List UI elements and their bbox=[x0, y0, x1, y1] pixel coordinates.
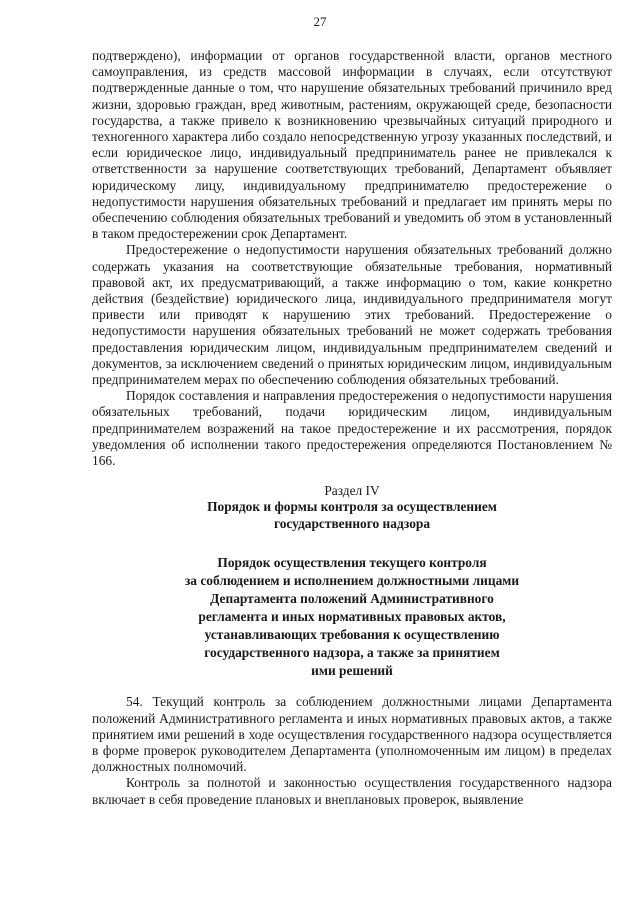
section-title-line-1: Порядок и формы контроля за осуществлением bbox=[207, 499, 497, 515]
subsection-title-line: ими решений bbox=[311, 663, 393, 679]
paragraph-control-scope: Контроль за полнотой и законностью осуществления государственного надзора включает в себя проведение плановых и внеплановых проверок, выявление bbox=[92, 775, 612, 807]
document-body bbox=[92, 48, 612, 808]
subsection-title-line: регламента и иных нормативных правовых актов, bbox=[198, 609, 506, 625]
page-number: 27 bbox=[313, 14, 327, 29]
paragraph-warning-procedure: Порядок составления и направления предостережения о недопустимости нарушения обязательных требований, подачи юридическим лицом, индивидуальным предпринимателем возражений на такое предостережение и их рассмотрения, порядок уведомления об исполнении такого предостережения определяются Постановлением № 166. bbox=[92, 388, 612, 469]
paragraph-warning-content: Предостережение о недопустимости нарушения обязательных требований должно содержать указания на соответствующие обязательные требования, нормативный правовой акт, их предусматривающий, а также информацию о том, какие конкретно действия (бездействие) юридического лица, индивидуального предпринимателя могут привести или приводят к нарушению этих требований. Предостережение о недопустимости нарушения обязательных требований не может содержать требования предоставления юридическим лицом, индивидуальным предпринимателем сведений и документов, за исключением сведений о принятых юридическим лицом, индивидуальным предпринимателем мерах по обеспечению соблюдения обязательных требований. bbox=[92, 242, 612, 388]
subsection-title-line: государственного надзора, а также за принятием bbox=[204, 645, 500, 661]
paragraph-54: 54. Текущий контроль за соблюдением должностными лицами Департамента положений Административного регламента и иных нормативных правовых актов, а также принятием ими решений в ходе осуществления государственного надзора осуществляется в форме проверок руководителем Департамента (уполномоченным им лицом) в пределах должностных полномочий. bbox=[92, 694, 612, 775]
section-title-line-2: государственного надзора bbox=[273, 515, 431, 531]
subsection-title-line: Департамента положений Административного bbox=[210, 591, 494, 607]
section-label: Раздел IV bbox=[324, 483, 380, 499]
subsection-title-line: устанавливающих требования к осуществлению bbox=[204, 627, 500, 643]
subsection-title-line: за соблюдением и исполнением должностными лицами bbox=[184, 573, 520, 589]
subsection-title-line: Порядок осуществления текущего контроля bbox=[217, 555, 487, 571]
paragraph-continuation: подтверждено), информации от органов государственной власти, органов местного самоуправления, из средств массовой информации в случаях, если отсутствуют подтвержденные данные о том, что нарушение обязательных требований причинило вред жизни, здоровью граждан, вред животным, растениям, окружающей среде, безопасности государства, а также привело к возникновению чрезвычайных ситуаций природного и техногенного характера либо создало непосредственную угрозу указанных последствий, и если юридическое лицо, индивидуальный предприниматель ранее не привлекался к ответственности за нарушение соответствующих требований, Департамент объявляет юридическому лицу, индивидуальному предпринимателю предостережение о недопустимости нарушения обязательных требований и предлагает им принять меры по обеспечению соблюдения обязательных требований и уведомить об этом в установленный в таком предостережении срок Департамент. bbox=[92, 48, 612, 242]
subsection-title bbox=[92, 554, 612, 680]
